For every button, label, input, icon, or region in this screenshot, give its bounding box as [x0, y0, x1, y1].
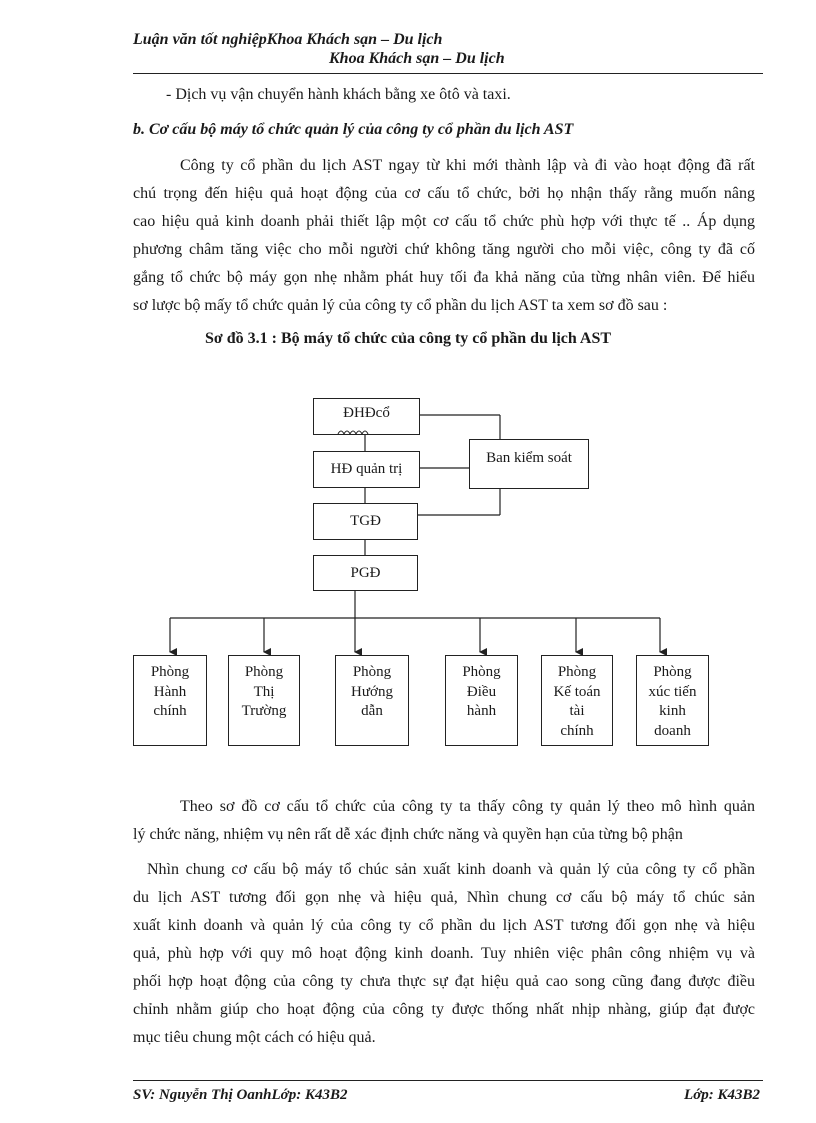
para3-line: Nhìn chung cơ cấu bộ máy tổ chúc sản xuất kinh doanh và quản lý của công ty cổ phần: [147, 861, 755, 878]
para1-line: Công ty cổ phần du lịch AST ngay từ khi mới thành lập và đi vào hoạt động đã rất: [180, 157, 755, 174]
header-line-1: Luận văn tốt nghiệpKhoa Khách sạn – Du lịch: [133, 31, 443, 48]
header-line-2: Khoa Khách sạn – Du lịch: [329, 50, 505, 67]
org-box-tgd-label: TGĐ: [350, 513, 381, 529]
dept-box-hanh-chinh: Phòng Hành chính: [133, 655, 207, 746]
footer-rule: [133, 1080, 763, 1081]
decorative-squiggle-icon: [337, 428, 369, 436]
dept-box-xuc-tien: Phòng xúc tiến kinh doanh: [636, 655, 709, 746]
para3-line: mục tiêu chung một cách có hiệu quả.: [133, 1029, 376, 1046]
para1-line: cao hiệu quả kinh doanh phải thiết lập một cơ cấu tổ chức phù hợp với thực tế .. Áp dụng: [133, 213, 755, 230]
org-box-pgd-label: PGĐ: [350, 564, 381, 581]
para1-line: sơ lược bộ mấy tổ chức quản lý của công ty cổ phần du lịch AST ta xem sơ đồ sau :: [133, 297, 668, 314]
org-box-dhd-label: ĐHĐcổ: [343, 405, 390, 421]
org-box-hdqt: [313, 451, 420, 488]
para1-line: gắng tổ chức bộ máy gọn nhẹ nhằm phát huy tối đa khả năng của từng nhân viên. Để hiểu: [133, 269, 755, 286]
para1-line: chú trọng đến hiệu quả hoạt động của cơ cấu tổ chức, bởi họ nhận thấy rằng muốn nâng: [133, 185, 755, 202]
org-box-bks-label: Ban kiểm soát: [486, 449, 572, 466]
org-box-bks: [469, 439, 589, 489]
para3-line: quả, phù hợp với quy mô hoạt động kinh doanh. Tuy nhiên việc phân công nhiệm vụ và: [133, 945, 755, 962]
bullet-text: - Dịch vụ vận chuyển hành khách bằng xe ôtô và taxi.: [166, 86, 511, 103]
org-box-tgd: [313, 503, 418, 540]
dept-box-thi-truong: Phòng Thị Trường: [228, 655, 300, 746]
para3-line: phối hợp hoạt động của công ty chưa thực sự đạt hiệu quả cao song cũng đang được điều: [133, 973, 755, 990]
dept-box-huong-dan: Phòng Hướng dẫn: [335, 655, 409, 746]
para3-line: chỉnh nhằm giúp cho hoạt động của công ty được thống nhất nhịp nhàng, giúp đạt được: [133, 1001, 755, 1018]
org-box-hdqt-label: HĐ quản trị: [330, 461, 403, 477]
footer-right: Lớp: K43B2: [684, 1087, 760, 1103]
org-box-pgd: [313, 555, 418, 591]
footer-left: SV: Nguyễn Thị OanhLớp: K43B2: [133, 1087, 348, 1103]
section-heading: b. Cơ cấu bộ máy tổ chức quản lý của công ty cổ phần du lịch AST: [133, 121, 574, 138]
para3-line: du lịch AST tương đối gọn nhẹ và hiệu quả, Nhìn chung cơ cấu bộ máy tổ chúc sản: [133, 889, 755, 906]
para3-line: xuất kinh doanh và quản lý của công ty cổ phần du lịch AST tương đối gọn nhẹ và hiệu: [133, 917, 755, 934]
para2-line: Theo sơ đồ cơ cấu tổ chức của công ty ta thấy công ty quản lý theo mô hình quản: [180, 798, 755, 815]
diagram-caption: Sơ đồ 3.1 : Bộ máy tổ chức của công ty cổ phần du lịch AST: [204, 330, 612, 347]
dept-box-ke-toan: Phòng Kế toán tài chính: [541, 655, 613, 746]
para1-line: phương châm tăng việc cho mỗi người chứ không tăng người cho mỗi việc, công ty đã cố: [133, 241, 755, 258]
para2-line: lý chức năng, nhiệm vụ nên rất dễ xác định chức năng và quyền hạn của từng bộ phận: [133, 826, 683, 843]
dept-box-dieu-hanh: Phòng Điều hành: [445, 655, 518, 746]
